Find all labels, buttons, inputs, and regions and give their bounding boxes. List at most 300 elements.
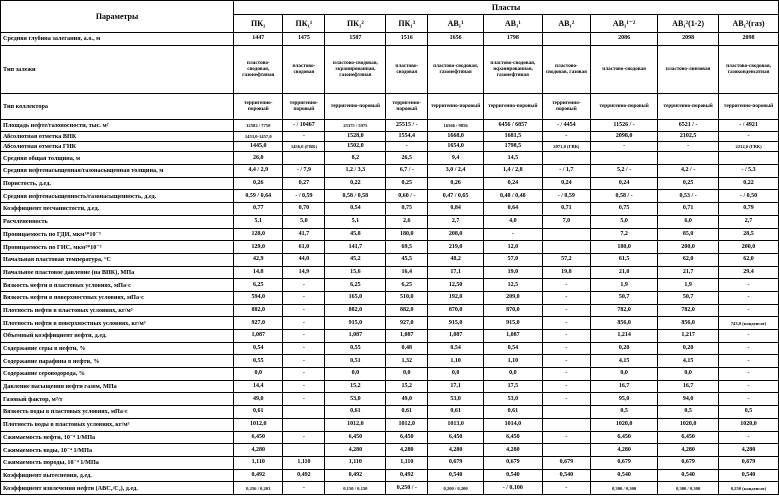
value-cell: - / 10467: [283, 119, 325, 132]
value-cell: 1456,0 (ГВК): [283, 142, 325, 152]
table-row: [1, 482, 779, 495]
value-cell: 856,0: [591, 317, 658, 330]
parameter-label: Начальная пластовая температура, °С: [1, 253, 234, 266]
value-cell: терригенно-поровый: [658, 93, 719, 119]
parameter-label: Тип коллектора: [1, 93, 234, 119]
value-cell: 53,0: [428, 393, 484, 406]
value-cell: 0,26: [428, 177, 484, 190]
value-cell: 14,8: [234, 266, 283, 279]
value-cell: - / 1,7: [542, 165, 590, 178]
value-cell: 26,5: [386, 152, 428, 165]
value-cell: 0,679: [658, 456, 719, 469]
value-cell: -: [283, 368, 325, 381]
table-row: [1, 228, 779, 241]
value-cell: 594,0: [234, 291, 283, 304]
value-cell: терригенно-поровый: [283, 93, 325, 119]
table-row: [1, 215, 779, 228]
value-cell: -: [283, 304, 325, 317]
column-header-1: ПК₁: [234, 15, 283, 33]
value-cell: 915,0: [325, 317, 386, 330]
value-cell: 14,4: [234, 380, 283, 393]
value-cell: 53,0: [325, 393, 386, 406]
value-cell: 49,0: [386, 393, 428, 406]
value-cell: -: [719, 342, 779, 355]
value-cell: 4,15: [591, 355, 658, 368]
value-cell: 0,20: [591, 342, 658, 355]
table-row: [1, 203, 779, 216]
value-cell: 1453,0-1457,0: [234, 132, 283, 142]
parameter-label: Площадь нефте/газоносности, тыс. м²: [1, 119, 234, 132]
value-cell: 0,48 / 0,48: [483, 190, 542, 203]
table-row: [1, 368, 779, 381]
table-row: [1, 406, 779, 419]
value-cell: 95,0: [591, 393, 658, 406]
value-cell: [719, 152, 779, 165]
value-cell: 2212,0 (ГВК): [719, 142, 779, 152]
value-cell: 0,64: [483, 203, 542, 216]
table-row: [1, 177, 779, 190]
value-cell: [283, 406, 325, 419]
value-cell: 1012,0: [386, 418, 428, 431]
value-cell: 0,27: [283, 177, 325, 190]
value-cell: 0,61: [428, 406, 484, 419]
value-cell: 12,5: [483, 279, 542, 292]
value-cell: -: [542, 380, 590, 393]
value-cell: 1,087: [428, 330, 484, 343]
value-cell: 6,25: [386, 279, 428, 292]
value-cell: 0,54: [234, 342, 283, 355]
value-cell: 0,61: [325, 406, 386, 419]
value-cell: 0,25: [386, 177, 428, 190]
value-cell: 1656: [428, 33, 484, 46]
value-cell: 2102,5: [658, 132, 719, 142]
value-cell: 927,0: [386, 317, 428, 330]
value-cell: пластово-сводовая, газонефтяная: [428, 45, 484, 93]
column-header-5: АВ₁¹: [428, 15, 484, 33]
value-cell: 0,0: [483, 368, 542, 381]
value-cell: [283, 418, 325, 431]
value-cell: 0,540: [591, 469, 658, 482]
table-row: [1, 132, 779, 142]
value-cell: 0,24: [591, 177, 658, 190]
value-cell: -: [283, 330, 325, 343]
value-cell: [542, 241, 590, 254]
table-row: [1, 330, 779, 343]
value-cell: - / 4921: [719, 119, 779, 132]
value-cell: - / 5,3: [719, 165, 779, 178]
value-cell: -: [542, 368, 590, 381]
column-header-4: ПК₁³: [386, 15, 428, 33]
value-cell: [542, 406, 590, 419]
value-cell: -: [483, 228, 542, 241]
value-cell: 1,110: [283, 456, 325, 469]
value-cell: -: [283, 132, 325, 142]
table-row: [1, 93, 779, 119]
value-cell: 4,280: [386, 444, 428, 457]
value-cell: 19,8: [542, 266, 590, 279]
value-cell: 4,280: [483, 444, 542, 457]
value-cell: 0,59 / 0,64: [234, 190, 283, 203]
value-cell: пластово-сводовая, газонефтяная: [234, 45, 283, 93]
value-cell: 0,250 / -: [386, 482, 428, 495]
value-cell: 1020,0: [719, 418, 779, 431]
value-cell: 21,0: [591, 266, 658, 279]
value-cell: 0,0: [325, 368, 386, 381]
value-cell: 44,0: [283, 253, 325, 266]
value-cell: пластово-линзовая: [658, 45, 719, 93]
value-cell: 1012,0: [234, 418, 283, 431]
parameter-label: Средняя глубина залегания, а.о., м: [1, 33, 234, 46]
value-cell: 0,24: [483, 177, 542, 190]
value-cell: - / 0,50: [719, 190, 779, 203]
value-cell: 0,256 / 0,203: [234, 482, 283, 495]
table-row: [1, 241, 779, 254]
value-cell: 17,5: [483, 380, 542, 393]
value-cell: -: [719, 330, 779, 343]
value-cell: 209,0: [483, 291, 542, 304]
table-row: [1, 393, 779, 406]
value-cell: 50,7: [658, 291, 719, 304]
value-cell: 0,77: [234, 203, 283, 216]
value-cell: 15,2: [325, 380, 386, 393]
value-cell: -: [542, 279, 590, 292]
value-cell: 0,492: [325, 469, 386, 482]
parameter-label: Средняя нефтенасыщенная/газонасыщенная толщина, м: [1, 165, 234, 178]
value-cell: 6521 / -: [658, 119, 719, 132]
value-cell: 12582 / 7758: [234, 119, 283, 132]
value-cell: 870,0: [483, 304, 542, 317]
value-cell: [542, 444, 590, 457]
value-cell: 192,0: [428, 291, 484, 304]
value-cell: -: [719, 393, 779, 406]
value-cell: 1,110: [325, 456, 386, 469]
parameter-label: Расчлененность: [1, 215, 234, 228]
value-cell: -: [719, 368, 779, 381]
parameter-label: Сжимаемость породы, 10⁻⁴ 1/МПа: [1, 456, 234, 469]
value-cell: -: [283, 317, 325, 330]
value-cell: 1014,0: [483, 418, 542, 431]
value-cell: 1020,0: [658, 418, 719, 431]
value-cell: 61,5: [591, 253, 658, 266]
value-cell: 0,5: [719, 406, 779, 419]
value-cell: 1554,4: [386, 132, 428, 142]
value-cell: 6,450: [428, 431, 484, 444]
value-cell: 0,48: [386, 342, 428, 355]
parameter-label: Плотность нефти в поверхностных условиях, кг/м³: [1, 317, 234, 330]
value-cell: 1020,0: [591, 418, 658, 431]
value-cell: 219,0: [428, 241, 484, 254]
table-row: [1, 165, 779, 178]
value-cell: -: [719, 431, 779, 444]
value-cell: 208,0: [428, 228, 484, 241]
value-cell: -: [719, 380, 779, 393]
value-cell: 14,5: [483, 152, 542, 165]
value-cell: 15,2: [386, 380, 428, 393]
value-cell: 0,47 / 0,65: [428, 190, 484, 203]
value-cell: 94,0: [658, 393, 719, 406]
value-cell: 0,61: [234, 406, 283, 419]
value-cell: 1681,5: [483, 132, 542, 142]
value-cell: 882,0: [234, 304, 283, 317]
value-cell: - / 0,59: [283, 190, 325, 203]
value-cell: 0,540: [428, 469, 484, 482]
value-cell: 45,8: [325, 228, 386, 241]
value-cell: пластово-сводовая, газовая: [542, 45, 590, 93]
table-row: [1, 33, 779, 46]
value-cell: 1,087: [386, 330, 428, 343]
parameters-header: Параметры: [1, 1, 234, 33]
value-cell: 927,0: [234, 317, 283, 330]
column-header-2: ПК₁¹: [283, 15, 325, 33]
value-cell: 57,2: [542, 253, 590, 266]
value-cell: 0,75: [591, 203, 658, 216]
value-cell: 7,0: [542, 215, 590, 228]
value-cell: 0,55: [234, 355, 283, 368]
value-cell: - / 0,100: [483, 482, 542, 495]
table-row: [1, 380, 779, 393]
value-cell: 5,1: [234, 215, 283, 228]
parameter-label: Коэффициент вытеснения, д.ед.: [1, 469, 234, 482]
value-cell: - / 7,9: [283, 165, 325, 178]
value-cell: 2,7: [428, 215, 484, 228]
table-row: [1, 342, 779, 355]
value-cell: 50,7: [591, 291, 658, 304]
value-cell: 2071,0 (ГВК): [542, 142, 590, 152]
parameter-label: Плотность воды в пластовых условиях, кг/м³: [1, 418, 234, 431]
column-header-10: АВ₁²(газ): [719, 15, 779, 33]
value-cell: -: [283, 279, 325, 292]
value-cell: 915,0: [428, 317, 484, 330]
column-header-8: АВ₁¹⁻²: [591, 15, 658, 33]
value-cell: 0,22: [325, 177, 386, 190]
value-cell: 17,1: [428, 266, 484, 279]
parameter-label: Проницаемость по ГИС, мкм²*10⁻³: [1, 241, 234, 254]
value-cell: 61,0: [283, 241, 325, 254]
parameter-label: Тип залежи: [1, 45, 234, 93]
value-cell: 0,54: [428, 342, 484, 355]
value-cell: 1475: [283, 33, 325, 46]
value-cell: 16,7: [591, 380, 658, 393]
value-cell: 0,25: [658, 177, 719, 190]
value-cell: 1,32: [386, 355, 428, 368]
value-cell: 9,4: [428, 152, 484, 165]
value-cell: 16566 / 9856: [428, 119, 484, 132]
value-cell: 200,0: [719, 241, 779, 254]
value-cell: 12,50: [428, 279, 484, 292]
value-cell: - / 0,59: [542, 190, 590, 203]
value-cell: 0,200 / 0,200: [428, 482, 484, 495]
value-cell: 1798,5: [483, 142, 542, 152]
value-cell: 1528,0: [325, 132, 386, 142]
table-row: [1, 152, 779, 165]
value-cell: 4,280: [719, 444, 779, 457]
value-cell: 4,2 / -: [658, 165, 719, 178]
value-cell: 1798: [483, 33, 542, 46]
value-cell: терригенно-поровый: [428, 93, 484, 119]
value-cell: 0,79: [719, 203, 779, 216]
value-cell: 6,25: [234, 279, 283, 292]
table-row: [1, 266, 779, 279]
value-cell: 141,7: [325, 241, 386, 254]
parameter-label: Абсолютная отметка ГНК: [1, 142, 234, 152]
value-cell: пластово-сводовая: [283, 45, 325, 93]
value-cell: 0,492: [283, 469, 325, 482]
value-cell: -: [542, 132, 590, 142]
value-cell: 0,492: [386, 469, 428, 482]
value-cell: 0,53 / -: [658, 190, 719, 203]
value-cell: 0,26: [234, 177, 283, 190]
value-cell: 1,087: [483, 330, 542, 343]
value-cell: -: [283, 380, 325, 393]
parameter-label: Коэффициент песчанистости, д.ед.: [1, 203, 234, 216]
value-cell: 41,7: [283, 228, 325, 241]
value-cell: 0,150 / 0,150: [325, 482, 386, 495]
value-cell: 0,24: [542, 177, 590, 190]
value-cell: 4,280: [428, 444, 484, 457]
value-cell: -: [542, 431, 590, 444]
parameter-label: Содержание парафина в нефти, %: [1, 355, 234, 368]
value-cell: 0,54: [325, 203, 386, 216]
value-cell: 53,0: [483, 393, 542, 406]
value-cell: 0,679: [483, 456, 542, 469]
value-cell: 0,679: [428, 456, 484, 469]
value-cell: -: [719, 304, 779, 317]
value-cell: -: [542, 330, 590, 343]
value-cell: 57,0: [483, 253, 542, 266]
value-cell: 8,2: [325, 152, 386, 165]
value-cell: [283, 152, 325, 165]
value-cell: 1,217: [658, 330, 719, 343]
value-cell: 0,70: [283, 203, 325, 216]
value-cell: пластово-сводовая, экранированная, газонефтяная: [483, 45, 542, 93]
value-cell: 29,4: [719, 266, 779, 279]
table-row: [1, 190, 779, 203]
value-cell: 165,0: [325, 291, 386, 304]
value-cell: 1516: [386, 33, 428, 46]
value-cell: 5,2 / -: [591, 165, 658, 178]
value-cell: 17,1: [428, 380, 484, 393]
value-cell: [542, 418, 590, 431]
value-cell: [283, 444, 325, 457]
value-cell: 2098: [719, 33, 779, 46]
value-cell: - / 4454: [542, 119, 590, 132]
value-cell: 0,20: [658, 342, 719, 355]
parameter-label: Объемный коэффициент нефти, д.ед.: [1, 330, 234, 343]
value-cell: 856,0: [658, 317, 719, 330]
value-cell: 2098: [658, 33, 719, 46]
value-cell: 1012,0: [325, 418, 386, 431]
value-cell: 1,10: [483, 355, 542, 368]
value-cell: 4,4 / 2,9: [234, 165, 283, 178]
value-cell: терригенно-поровый: [234, 93, 283, 119]
value-cell: 62,0: [658, 253, 719, 266]
value-cell: 1,9: [658, 279, 719, 292]
parameter-label: Вязкость воды в пластовых условиях, мПа·с: [1, 406, 234, 419]
value-cell: 6,7 / -: [386, 165, 428, 178]
value-cell: 0,540: [542, 469, 590, 482]
value-cell: терригенно-поровый: [325, 93, 386, 119]
value-cell: 5,0: [591, 215, 658, 228]
parameter-label: Сжимаемость нефти, 10⁻⁴ 1/МПа: [1, 431, 234, 444]
value-cell: 510,0: [386, 291, 428, 304]
value-cell: 743,0 (конденсат): [719, 317, 779, 330]
value-cell: 45,2: [325, 253, 386, 266]
value-cell: 49,0: [234, 393, 283, 406]
table-row: [1, 456, 779, 469]
column-header-3: ПК₁²: [325, 15, 386, 33]
column-header-7: АВ₁²: [542, 15, 590, 33]
value-cell: 2,7: [719, 215, 779, 228]
value-cell: 62,0: [719, 253, 779, 266]
value-cell: 48,2: [428, 253, 484, 266]
parameter-label: Средняя общая толщина, м: [1, 152, 234, 165]
value-cell: 21,7: [658, 266, 719, 279]
value-cell: [542, 228, 590, 241]
value-cell: 69,5: [386, 241, 428, 254]
value-cell: пластово-сводовая: [386, 45, 428, 93]
value-cell: 0,679: [719, 456, 779, 469]
value-cell: 1587: [325, 33, 386, 46]
value-cell: 1,214: [591, 330, 658, 343]
table-row: [1, 142, 779, 152]
value-cell: 0,0: [428, 368, 484, 381]
value-cell: 1502,0: [325, 142, 386, 152]
value-cell: 25515 / -: [386, 119, 428, 132]
value-cell: -: [542, 291, 590, 304]
value-cell: 882,0: [386, 304, 428, 317]
value-cell: 4,280: [234, 444, 283, 457]
value-cell: 782,0: [591, 304, 658, 317]
value-cell: -: [283, 291, 325, 304]
column-header-6: АВ₁¹: [483, 15, 542, 33]
parameter-label: Сжимаемость воды, 10⁻⁴ 1/МПа: [1, 444, 234, 457]
value-cell: -: [719, 132, 779, 142]
value-cell: 129,0: [234, 241, 283, 254]
value-cell: 1445,0: [234, 142, 283, 152]
table-row: [1, 279, 779, 292]
value-cell: 14,9: [283, 266, 325, 279]
value-cell: -: [658, 142, 719, 152]
value-cell: 6,450: [234, 431, 283, 444]
value-cell: 25375 / 5975: [325, 119, 386, 132]
value-cell: 0,300 / 0,300: [658, 482, 719, 495]
value-cell: 6,450: [591, 431, 658, 444]
value-cell: 6,450: [386, 431, 428, 444]
value-cell: 2086: [591, 33, 658, 46]
value-cell: -: [386, 142, 428, 152]
value-cell: -: [719, 291, 779, 304]
table-row: [1, 444, 779, 457]
value-cell: терригенно-поровый: [483, 93, 542, 119]
value-cell: 5,0: [283, 215, 325, 228]
value-cell: 4,280: [591, 444, 658, 457]
value-cell: 26,0: [234, 152, 283, 165]
value-cell: -: [283, 393, 325, 406]
parameter-label: Проницаемость по ГДИ, мкм²*10⁻³: [1, 228, 234, 241]
value-cell: пластово-сводовая: [591, 45, 658, 93]
value-cell: 0,0: [234, 368, 283, 381]
parameter-label: Средняя нефтенасыщенность/газонасыщенность, д.ед.: [1, 190, 234, 203]
value-cell: 870,0: [428, 304, 484, 317]
parameter-label: Плотность нефти в пластовых условиях, кг/м³: [1, 304, 234, 317]
value-cell: 16,7: [658, 380, 719, 393]
value-cell: 1,9: [591, 279, 658, 292]
value-cell: 1,4 / 2,8: [483, 165, 542, 178]
strata-header: Пласты: [234, 1, 779, 15]
value-cell: 1,110: [234, 456, 283, 469]
table-row: [1, 469, 779, 482]
value-cell: 12,0: [483, 241, 542, 254]
